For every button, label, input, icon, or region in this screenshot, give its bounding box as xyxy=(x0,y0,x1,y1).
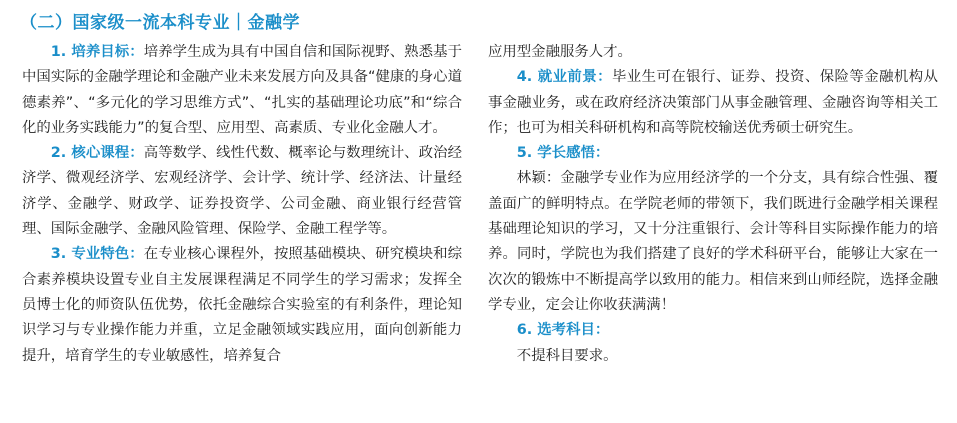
right-column xyxy=(488,40,938,369)
features-continuation: 应用型金融服务人才。 xyxy=(488,44,632,60)
core-courses-heading: 2. 核心课程： xyxy=(50,145,144,162)
training-goal-text: 培养学生成为具有中国自信和国际视野、熟悉基于中国实际的金融学理论和金融产业未来发展方向及具备“健康的身心道德素养”、“多元化的学习思维方式”、“扎实的基础理论功底”和“综合化的业务实践能力”的复合型、应用型、高素质、专业化金融人才。 xyxy=(22,44,462,136)
training-goal-heading: 1. 培养目标： xyxy=(50,44,144,60)
subjects-text: 不提科目要求。 xyxy=(516,347,618,364)
features-text: 在专业核心课程外，按照基础模块、研究模块和综合素养模块设置专业自主发展课程满足不同学生的学习需求；发挥全员博士化的师资队伍优势，依托金融综合实验室的有利条件，理论知识学习与专业操作能力并重，立足金融领域实践应用，面向创新能力提升，培育学生的专业敏感性，培养复合 xyxy=(22,246,462,364)
left-column xyxy=(22,40,462,369)
senior-insight-text: 林颖：金融学专业作为应用经济学的一个分支，具有综合性强、覆盖面广的鲜明特点。在学院老师的带领下，我们既进行金融学相关课程基础理论知识的学习，又十分注重银行、会计等科目实际操作能力的培养。同时，学院也为我们搭建了良好的学术科研平台，能够让大家在一次次的锻炼中不断提高学以致用的能力。相信来到山师经院，选择金融学专业，定会让你收获满满！ xyxy=(488,170,938,313)
employment-paragraph xyxy=(488,65,938,141)
subjects-heading: 6. 选考科目： xyxy=(516,322,610,339)
features-paragraph xyxy=(22,242,462,368)
senior-insight-heading: 5. 学长感悟： xyxy=(516,145,610,162)
core-courses-paragraph xyxy=(22,141,462,242)
employment-heading: 4. 就业前景： xyxy=(516,69,612,86)
features-heading: 3. 专业特色： xyxy=(50,246,144,263)
employment-text: 毕业生可在银行、证券、投资、保险等金融机构从事金融业务，或在政府经济决策部门从事金融管理、金融咨询等相关工作；也可为相关科研机构和高等院校输送优秀硕士研究生。 xyxy=(488,69,938,136)
core-courses-text: 高等数学、线性代数、概率论与数理统计、政治经济学、微观经济学、宏观经济学、会计学、统计学、经济法、计量经济学、金融学、财政学、证券投资学、公司金融、商业银行经营管理、国际金融学、金融风险管理、保险学、金融工程学等。 xyxy=(22,145,462,238)
training-goal-paragraph xyxy=(22,40,462,141)
section-title: （二）国家级一流本科专业｜金融学 xyxy=(20,13,300,33)
